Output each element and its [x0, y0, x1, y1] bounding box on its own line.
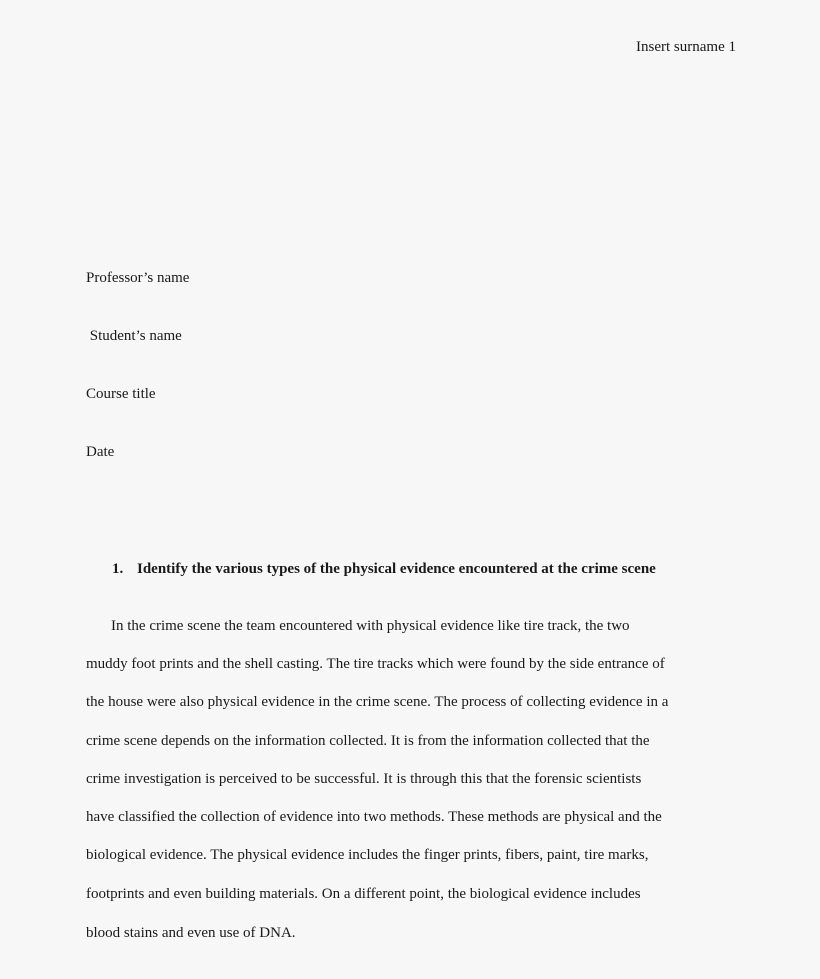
paragraph-line: the house were also physical evidence in the crime scene. The process of collecting evidence in a [86, 694, 669, 710]
paragraph-line: blood stains and even use of DNA. [86, 925, 296, 941]
paragraph-line: muddy foot prints and the shell casting. The tire tracks which were found by the side entrance of [86, 656, 665, 672]
section-number: 1. [112, 561, 124, 577]
paragraph-line: In the crime scene the team encountered with physical evidence like tire track, the two [111, 618, 630, 634]
date-line: Date [86, 444, 115, 460]
paragraph-line: biological evidence. The physical evidence includes the finger prints, fibers, paint, tire marks, [86, 847, 649, 863]
paragraph-line: footprints and even building materials. On a different point, the biological evidence includes [86, 886, 641, 902]
paragraph-line: crime investigation is perceived to be successful. It is through this that the forensic scientists [86, 771, 642, 787]
section-heading-text: Identify the various types of the physical evidence encountered at the crime scene [137, 561, 656, 577]
paragraph-line: have classified the collection of evidence into two methods. These methods are physical and the [86, 809, 662, 825]
student-name: Student’s name [86, 328, 182, 344]
running-head: Insert surname 1 [636, 39, 736, 55]
section-heading [112, 559, 656, 579]
course-title: Course title [86, 386, 156, 402]
professor-name: Professor’s name [86, 270, 190, 286]
paragraph-line: crime scene depends on the information collected. It is from the information collected that the [86, 733, 650, 749]
